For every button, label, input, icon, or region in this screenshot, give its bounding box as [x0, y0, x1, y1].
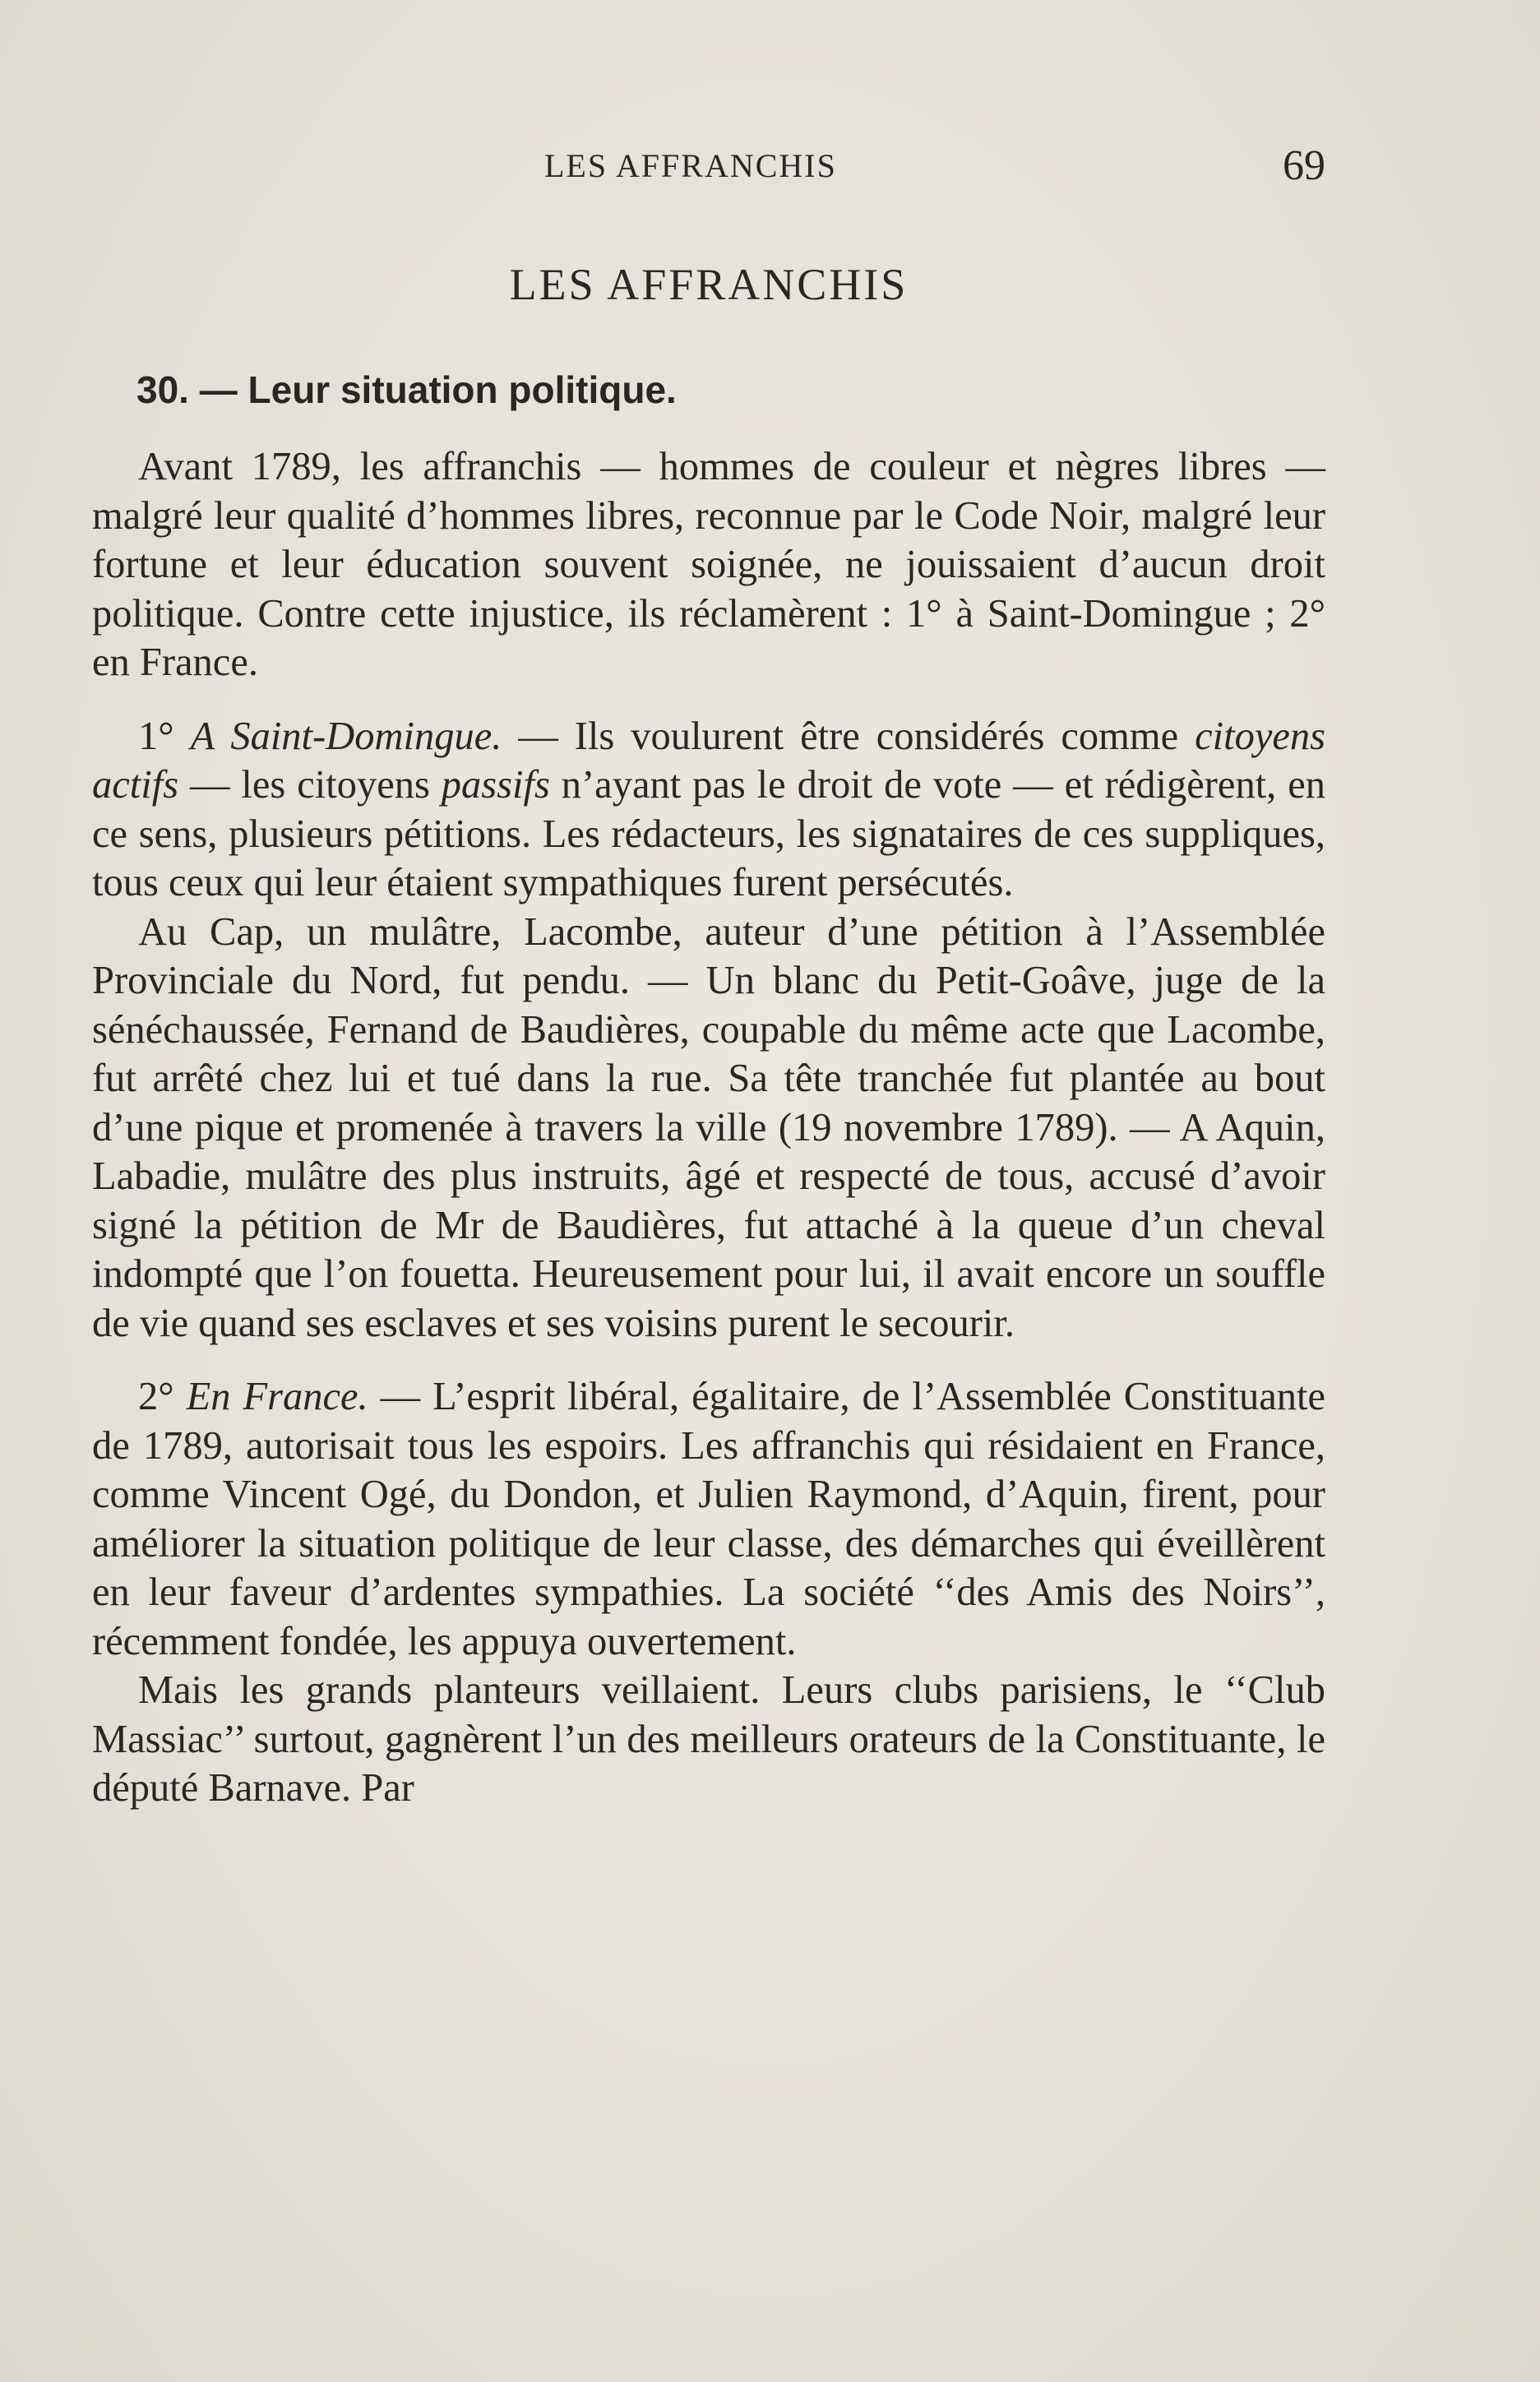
paragraph-planteurs: Mais les grands planteurs veillaient. Leurs clubs parisiens, le ‘‘Club Massiac’’ surtout, gagnèrent l’un des meilleurs orateurs de la Constituante, le député Barnave. Par: [92, 1668, 1325, 1810]
paragraph-au-cap: Au Cap, un mulâtre, Lacombe, auteur d’une pétition à l’Assemblée Provinciale du Nord, fut pendu. — Un blanc du Petit-Goâve, juge de la sénéchaussée, Fernand de Baudières, coupable du même acte que Lacombe, fut arrêté chez lui et tué dans la rue. Sa tête tranchée fut plantée au bout d’une pique et promenée à travers la ville (19 novembre 1789). — A Aquin, Labadie, mulâtre des plus instruits, âgé et respecté de tous, accusé d’avoir signé la pétition de Mr de Baudières, fut attaché à la queue d’un cheval indompté que l’on fouetta. Heureusement pour lui, il avait encore un souffle de vie quand ses esclaves et ses voisins purent le secourir.: [92, 909, 1325, 1345]
running-title: LES AFFRANCHIS: [544, 147, 837, 184]
paragraph-text: n’ayant pas le droit de vote — et rédigèrent, en ce sens, plusieurs pétitions. Les rédacteurs, les signataires de ces suppliques, tous ceux qui leur étaient sympathiques furent persécutés.: [92, 763, 1325, 904]
body-text: [92, 442, 1325, 1813]
italic-term-citoyens-actifs: citoyens actifs: [92, 714, 1325, 807]
italic-heading-en-france: En France.: [186, 1375, 368, 1418]
paragraph-text: — L’esprit libéral, égalitaire, de l’Assemblée Constituante de 1789, autorisait tous les espoirs. Les affranchis qui résidaient en France, comme Vincent Ogé, du Dondon, et Julien Raymond, d’Aquin, firent, pour améliorer la situation politique de leur classe, des démarches qui éveillèrent en leur faveur d’ardentes sympathies. La société ‘‘des Amis des Noirs’’, récemment fondée, les appuya ouvertement.: [92, 1375, 1325, 1663]
section-title: LES AFFRANCHIS: [509, 260, 909, 309]
paragraph-intro: Avant 1789, les affranchis — hommes de couleur et nègres libres — malgré leur qualité d’hommes libres, reconnue par le Code Noir, malgré leur fortune et leur éducation souvent soignée, ne jouissaient d’aucun droit politique. Contre cette injustice, ils réclamèrent : 1° à Saint-Domingue ; 2° en France.: [92, 445, 1325, 684]
italic-term-passifs: passifs: [441, 763, 550, 807]
paragraph-text: — les citoyens: [178, 763, 442, 807]
paragraph-text: — Ils voulurent être considérés comme: [502, 714, 1195, 758]
paragraph-en-france: [92, 1372, 1325, 1666]
paragraph-lead: 1°: [138, 714, 191, 758]
paragraph-lead: 2°: [138, 1375, 187, 1418]
subsection-heading: 30. — Leur situation politique.: [136, 368, 677, 411]
page-number: 69: [1283, 142, 1325, 189]
italic-heading-saint-domingue: A Saint-Domingue.: [190, 714, 502, 758]
running-head: [92, 141, 1325, 191]
paragraph-saint-domingue: [92, 712, 1325, 908]
